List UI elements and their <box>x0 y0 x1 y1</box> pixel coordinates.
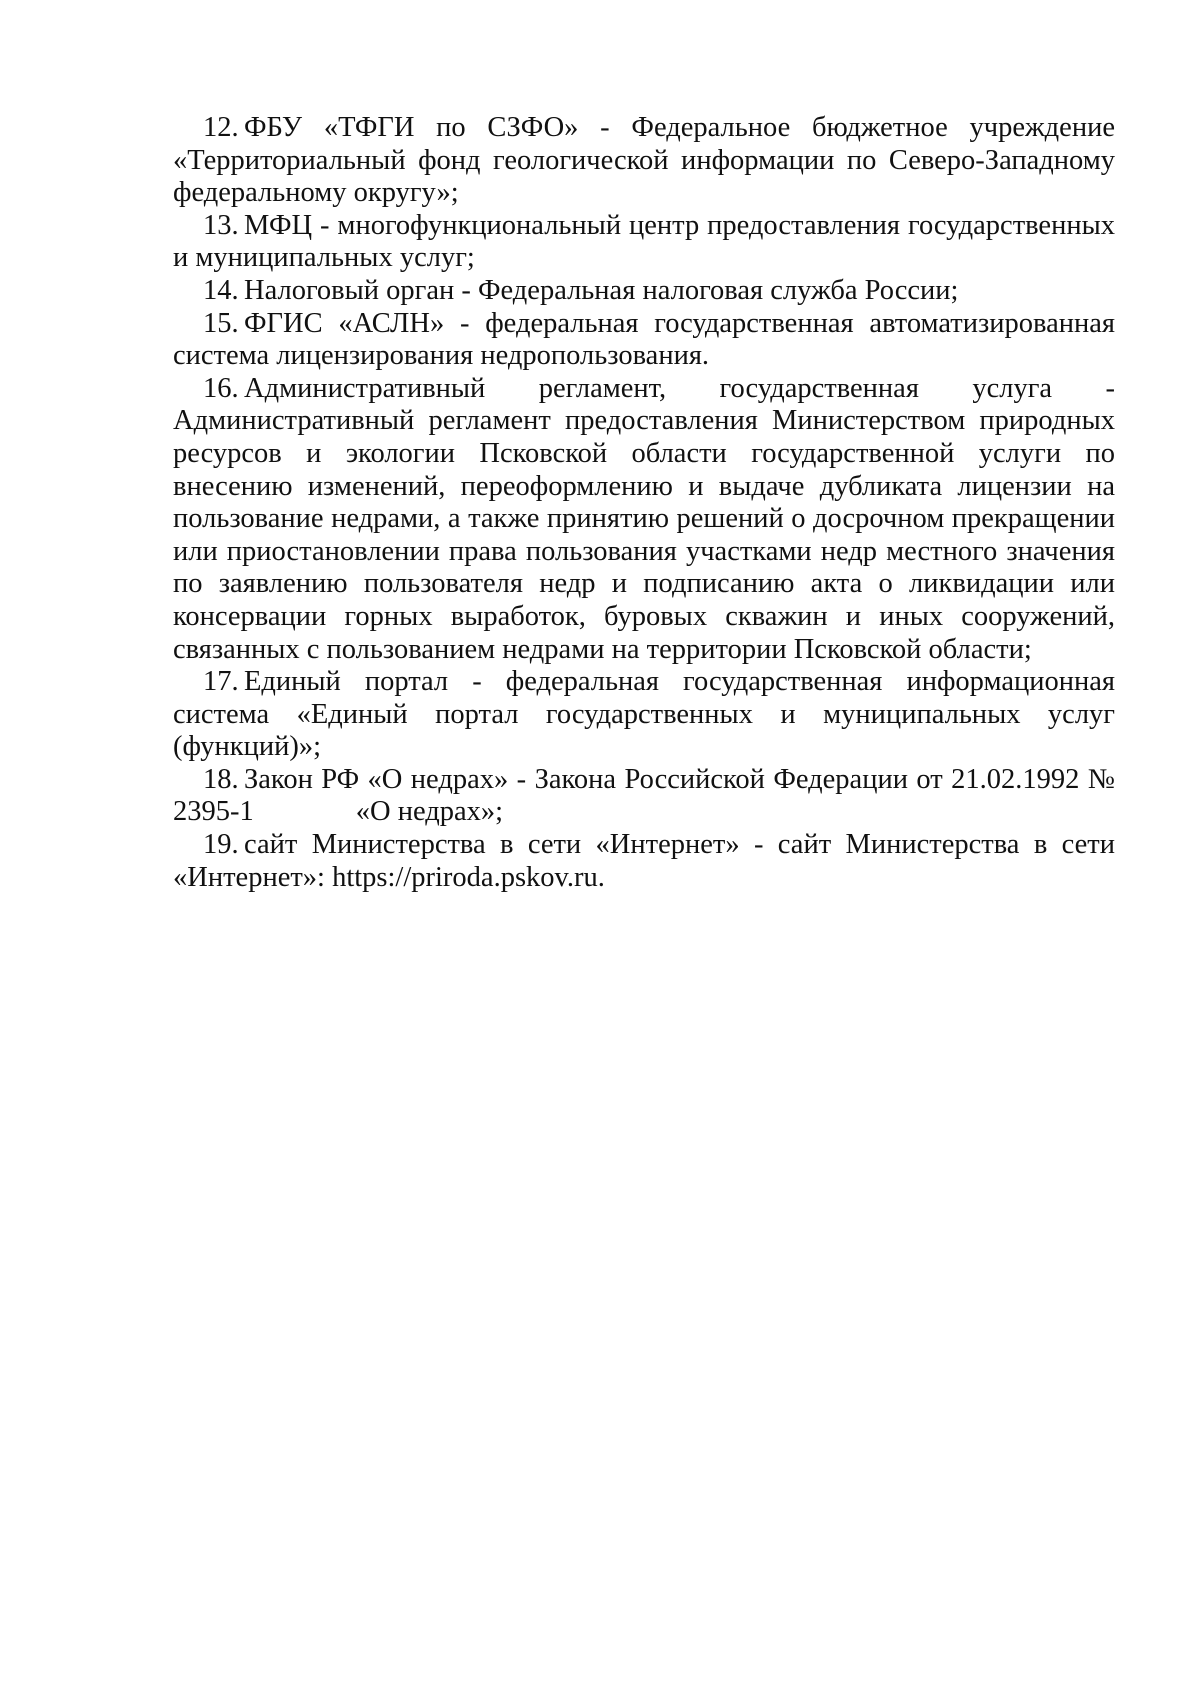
list-item-18 <box>173 764 1115 829</box>
item-number: 14. <box>203 274 239 306</box>
list-item-19 <box>173 829 1115 894</box>
list-item-17 <box>173 666 1115 764</box>
item-number: 12. <box>203 112 239 143</box>
item-text: Налоговый орган - Федеральная налоговая служба России; <box>244 274 959 306</box>
list-item-16 <box>173 373 1115 666</box>
item-text-after-gap: «О недрах»; <box>355 796 504 828</box>
item-text: МФЦ - многофункциональный центр предоставления государственных и муниципальных услуг; <box>173 209 1115 274</box>
item-number: 16. <box>203 372 239 404</box>
list-item-13 <box>173 210 1115 275</box>
item-text: сайт Министерства в сети «Интернет» - сайт Министерства в сети «Интернет»: https://priroda.pskov.ru. <box>173 829 1115 893</box>
document-page <box>173 112 1115 894</box>
item-number: 15. <box>203 307 239 339</box>
item-text: Административный регламент, государственная услуга - Административный регламент предоставления Министерством природных ресурсов и экологии Псковской области государственной услуги по внесению изменений, переоформлению и выдаче дубликата лицензии на пользование недрами, а также принятию решений о досрочном прекращении или приостановлении права пользования участками недр местного значения по заявлению пользователя недр и подписанию акта о ликвидации или консервации горных выработок, буровых скважин и иных сооружений, связанных с пользованием недрами на территории Псковской области; <box>173 372 1115 665</box>
list-item-15 <box>173 308 1115 373</box>
list-item-14 <box>173 275 1115 308</box>
item-number: 19. <box>203 829 239 861</box>
list-item-12 <box>173 112 1115 210</box>
item-text: Закон РФ «О недрах» - Закона Российской Федерации от 21.02.1992 № 2395-1 <box>173 763 1115 828</box>
item-text: Единый портал - федеральная государственная информационная система «Единый портал государственных и муниципальных услуг (функций)»; <box>173 666 1115 763</box>
item-number: 13. <box>203 209 239 241</box>
item-number: 18. <box>203 763 239 795</box>
item-text: ФБУ «ТФГИ по СЗФО» - Федеральное бюджетное учреждение «Территориальный фонд геологической информации по Северо-Западному федеральному округу»; <box>173 112 1115 209</box>
item-text: ФГИС «АСЛН» - федеральная государственная автоматизированная система лицензирования недропользования. <box>173 307 1115 372</box>
item-number: 17. <box>203 666 239 698</box>
